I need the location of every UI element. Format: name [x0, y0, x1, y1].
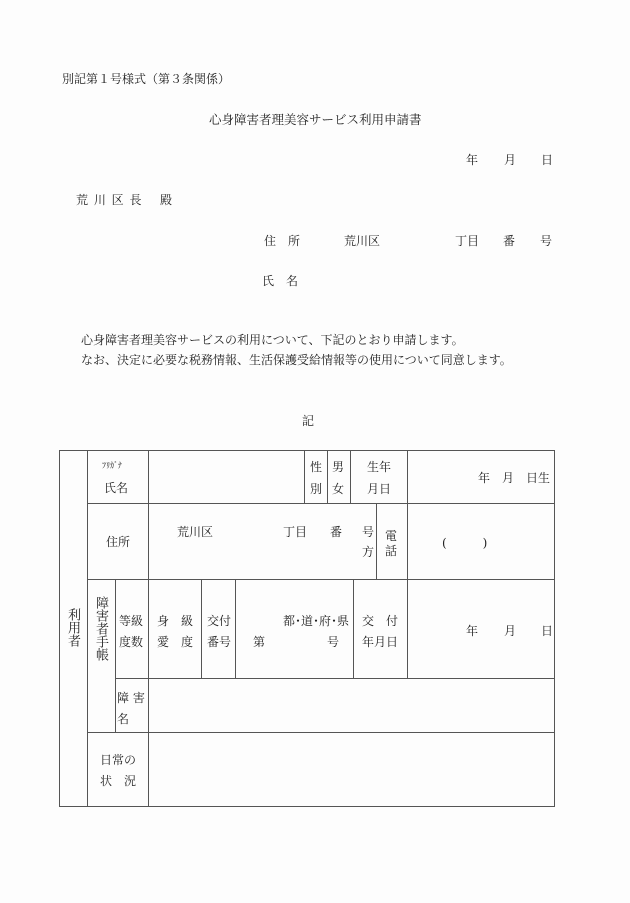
issue-date-day: 日 [541, 624, 554, 638]
disability-label-2: 名 [117, 712, 130, 726]
applicant-name-label: 氏 名 [262, 274, 299, 288]
date-day: 日 [541, 153, 554, 167]
number-suffix: 号 [327, 635, 340, 649]
form-title: 心身障害者理美容サービス利用申請書 [209, 112, 422, 127]
address-chome: 丁目 [283, 525, 308, 539]
body-line-2: なお、決定に必要な税務情報、生活保護受給情報等の使用について同意します。 [81, 353, 512, 367]
issue-date-year: 年 [466, 624, 479, 638]
sex-label-2: 別 [310, 482, 323, 496]
address-ban: 番 [330, 525, 343, 539]
date-month: 月 [504, 153, 517, 167]
grade-label-1: 等級 [119, 614, 144, 628]
address-field[interactable] [149, 504, 375, 578]
address-label: 住所 [106, 535, 131, 549]
birth-label-1: 生年 [367, 460, 392, 474]
grade-type-physical[interactable]: 身 級 [157, 614, 194, 628]
addressee: 荒 川 区 長 [76, 193, 143, 207]
issue-date-label-2: 年月日 [362, 635, 399, 649]
phone-label-2: 話 [385, 544, 398, 558]
address-kata: 方 [362, 545, 375, 559]
applicant-address-go: 号 [540, 234, 553, 248]
grade-type-ai[interactable]: 愛 度 [157, 635, 194, 649]
applicant-address-ward: 荒川区 [344, 234, 381, 248]
address-ward: 荒川区 [177, 525, 214, 539]
issue-date-label-1: 交 付 [362, 614, 399, 628]
daily-label-1: 日常の [100, 753, 137, 767]
name-label: 氏名 [104, 481, 129, 495]
prefecture-options[interactable]: 都･道･府･県 [283, 614, 350, 628]
sex-label-1: 性 [310, 460, 323, 474]
daily-situation-field[interactable] [149, 733, 554, 805]
sex-option-male[interactable]: 男 [332, 460, 345, 474]
furigana-label: ﾌﾘｶﾞﾅ [102, 461, 122, 470]
applicant-address-chome: 丁目 [455, 234, 480, 248]
birth-date-field[interactable]: 年 月 日生 [478, 471, 551, 485]
address-go: 号 [362, 525, 375, 539]
issue-number-label-2: 番号 [207, 635, 232, 649]
user-label: 利用者 [65, 608, 80, 647]
birth-label-2: 月日 [367, 482, 392, 496]
phone-field[interactable]: ( ) [442, 536, 488, 550]
disability-label-1: 障 害 [117, 691, 145, 705]
date-year: 年 [466, 153, 479, 167]
form-number: 別記第１号様式（第３条関係） [62, 72, 231, 86]
applicant-address-label: 住 所 [264, 234, 301, 248]
phone-label-1: 電 [385, 529, 398, 543]
issue-date-month: 月 [504, 624, 517, 638]
disability-name-field[interactable] [149, 679, 554, 731]
furigana-name-field[interactable] [149, 451, 303, 502]
sex-option-female[interactable]: 女 [332, 482, 345, 496]
body-line-1: 心身障害者理美容サービスの利用について、下記のとおり申請します。 [81, 333, 464, 347]
grade-label-2: 度数 [119, 635, 144, 649]
honorific: 殿 [160, 193, 173, 207]
applicant-address-ban: 番 [503, 234, 516, 248]
number-prefix: 第 [253, 635, 266, 649]
handbook-label: 障害者手帳 [93, 596, 108, 661]
issue-number-label-1: 交付 [207, 614, 232, 628]
ki-heading: 記 [302, 414, 315, 428]
daily-label-2: 状 況 [100, 774, 137, 788]
